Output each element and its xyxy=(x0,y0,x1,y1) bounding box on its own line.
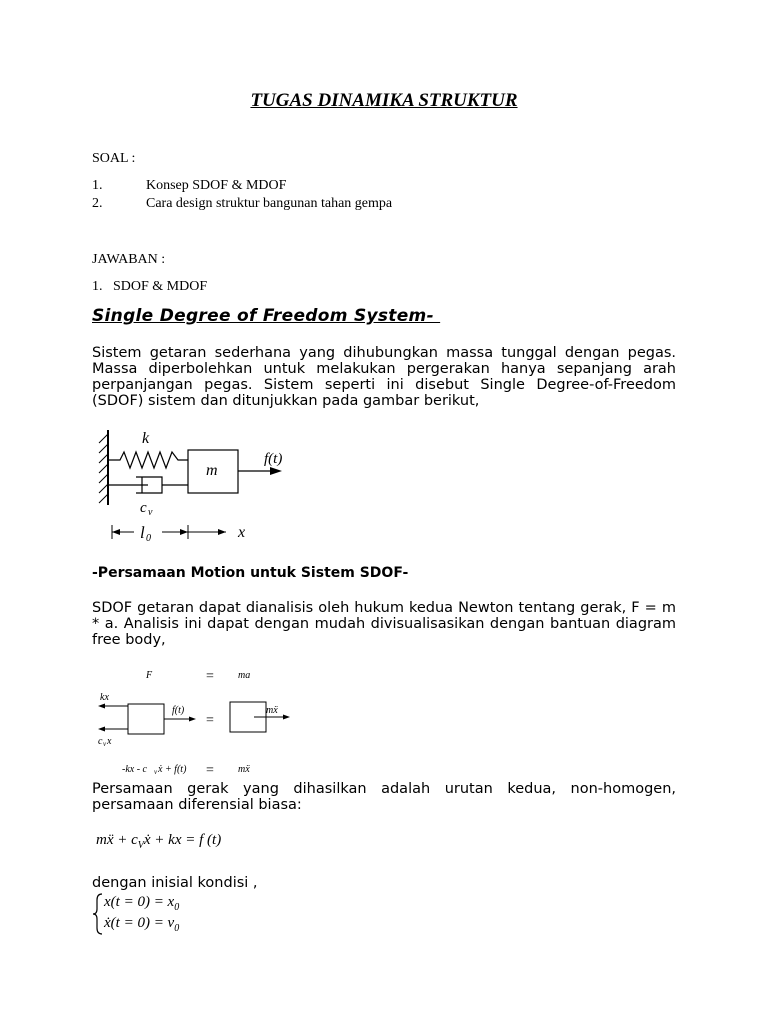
soal-item-num-1: 1. xyxy=(92,178,103,193)
fbd-left-block xyxy=(128,704,164,734)
soal-item-text-1: Konsep SDOF & MDOF xyxy=(146,178,287,193)
fbd-ma-label: ma xyxy=(238,670,251,681)
jawaban-item: 1. SDOF & MDOF xyxy=(92,279,208,294)
soal-label: SOAL : xyxy=(92,151,136,166)
initial-condition-2-text: ẋ(t = 0) = v xyxy=(104,915,175,931)
initial-condition-2-sub: 0 xyxy=(174,923,180,934)
fbd-bottom-left: -kx - c xyxy=(122,764,147,775)
fbd-bottom-left-tail: ẋ + f(t) xyxy=(158,764,187,775)
displacement-label: x xyxy=(238,524,246,541)
initial-conditions-brace xyxy=(92,892,104,936)
initial-condition-1 xyxy=(104,894,179,913)
damper-label: c xyxy=(140,500,147,516)
soal-item-num-2: 2. xyxy=(92,196,103,211)
force-label: f(t) xyxy=(264,451,283,467)
equation-part-b: ẋ + kx = f (t) xyxy=(143,832,222,848)
fbd-equals-top: = xyxy=(206,669,214,684)
fbd-bottom-right: mẍ xyxy=(238,764,250,775)
paragraph-initial-conditions: dengan inisial kondisi , xyxy=(92,875,258,891)
section-heading: Single Degree of Freedom System- xyxy=(92,306,441,326)
equation-part-a: mẍ + c xyxy=(96,832,138,848)
page-title: TUGAS DINAMIKA STRUKTUR xyxy=(250,90,518,111)
sdof-system-figure xyxy=(92,425,312,550)
fbd-mx-label: mẍ xyxy=(266,705,278,716)
paragraph-differential-equation: Persamaan gerak yang dihasilkan adalah urutan kedua, non-homogen, persamaan diferensial biasa: xyxy=(92,781,676,813)
fbd-F-label: F xyxy=(146,670,153,681)
mass-label: m xyxy=(206,462,218,479)
jawaban-label: JAWABAN : xyxy=(92,252,166,267)
spring xyxy=(108,452,188,468)
free-body-diagram xyxy=(92,662,322,777)
subheading-motion-equation: -Persamaan Motion untuk Sistem SDOF- xyxy=(92,565,409,581)
length-label: l xyxy=(140,523,145,542)
spring-label: k xyxy=(142,430,150,447)
paragraph-newton-law: SDOF getaran dapat dianalisis oleh hukum kedua Newton tentang gerak, F = m * a. Analisis ini dapat dengan mudah divisualisasikan dengan bantuan diagram free body, xyxy=(92,600,676,648)
equation-of-motion xyxy=(96,832,221,851)
initial-condition-1-text: x(t = 0) = x xyxy=(104,894,175,910)
fbd-cvx-tail: x xyxy=(107,736,112,747)
force-arrow xyxy=(270,467,282,475)
paragraph-sdof-description: Sistem getaran sederhana yang dihubungkan massa tunggal dengan pegas. Massa diperbolehkan untuk melakukan pergerakan hanya sepanjang arah perpanjangan pegas. Sistem seperti ini disebut Single Degree-of-Freedom (SDOF) sistem dan ditunjukkan pada gambar berikut, xyxy=(92,345,676,409)
length-label-sub: 0 xyxy=(146,533,151,544)
initial-condition-2 xyxy=(104,915,179,934)
fbd-ft-label: f(t) xyxy=(172,705,185,716)
fbd-cvx-label: c xyxy=(98,736,103,747)
fbd-cvx-sub: v xyxy=(103,740,107,748)
damper-label-sub: v xyxy=(148,507,153,518)
fbd-kx-label: kx xyxy=(100,692,109,703)
equation-sub: V xyxy=(137,840,144,851)
soal-item-text-2: Cara design struktur bangunan tahan gempa xyxy=(146,196,393,211)
fbd-equals-bottom: = xyxy=(206,763,214,777)
fbd-equals-middle: = xyxy=(206,713,214,728)
fbd-bottom-left-sub: v xyxy=(154,768,158,776)
initial-condition-1-sub: 0 xyxy=(174,902,180,913)
